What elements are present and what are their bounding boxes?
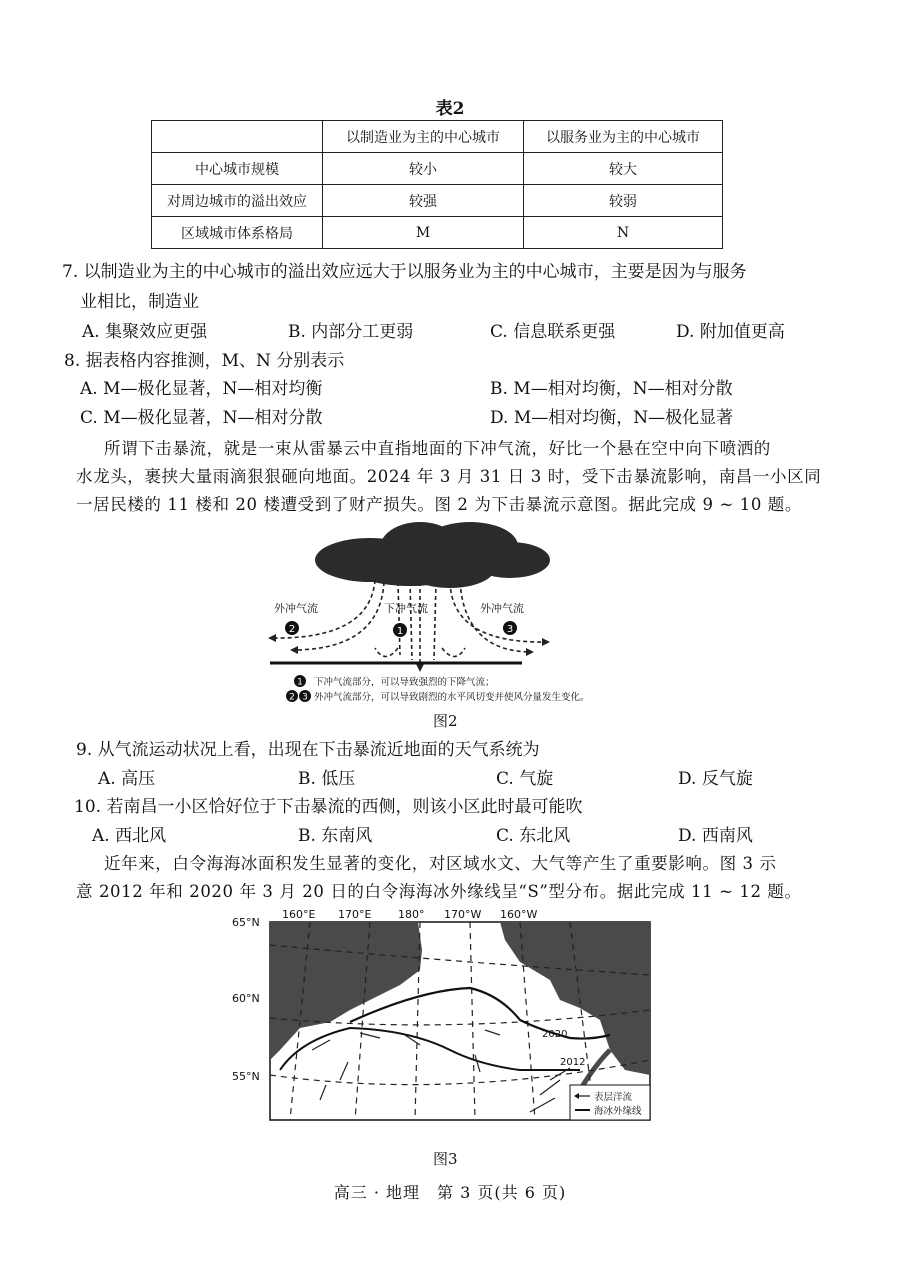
lat-label: 55°N <box>232 1070 260 1083</box>
table-2 <box>151 120 723 249</box>
question-8-option-a[interactable]: A. M—极化显著，N—相对均衡 <box>80 379 323 399</box>
table-row <box>152 153 723 185</box>
table-row <box>152 185 723 217</box>
table-cell: 中心城市规模 <box>152 153 323 185</box>
lon-label: 160°W <box>500 908 538 921</box>
passage-2-line: 近年来，白令海海冰面积发生显著的变化，对区域水文、大气等产生了重要影响。图 3 示 <box>104 854 777 873</box>
passage-1-line: 水龙头，裹挟大量雨滴狠狠砸向地面。2024 年 3 月 31 日 3 时，受下击暴流影响，南昌一小区同 <box>76 467 822 486</box>
question-9-option-b[interactable]: B. 低压 <box>298 769 356 789</box>
question-7-option-a[interactable]: A. 集聚效应更强 <box>82 322 208 342</box>
table-header-row <box>152 121 723 153</box>
question-8-option-b[interactable]: B. M—相对均衡，N—相对分散 <box>490 379 733 399</box>
passage-1-line: 所谓下击暴流，就是一束从雷暴云中直指地面的下冲气流，好比一个悬在空中向下喷洒的 <box>104 439 771 458</box>
marker-3-label: 3 <box>506 624 514 635</box>
page-footer: 高三 · 地理 第 3 页(共 6 页) <box>333 1183 567 1202</box>
question-7-option-b[interactable]: B. 内部分工更弱 <box>288 322 414 342</box>
question-7-stem-line2: 业相比，制造业 <box>80 292 199 312</box>
table-cell: 较大 <box>524 153 723 185</box>
question-7-option-d[interactable]: D. 附加值更高 <box>676 322 785 342</box>
question-10-stem: 10. 若南昌一小区恰好位于下击暴流的西侧，则该小区此时最可能吹 <box>74 797 583 817</box>
label-2012: 2012 <box>560 1057 586 1068</box>
question-8-option-d[interactable]: D. M—相对均衡，N—极化显著 <box>490 408 734 428</box>
table-cell: 较强 <box>323 185 524 217</box>
question-10-option-d[interactable]: D. 西南风 <box>678 826 753 846</box>
arrowheads <box>268 634 550 672</box>
storm-cloud-icon <box>315 522 550 588</box>
question-9-stem: 9. 从气流运动状况上看，出现在下击暴流近地面的天气系统为 <box>76 740 540 760</box>
legend-marker-2-label: 2 <box>289 692 295 703</box>
lon-label: 170°E <box>338 908 372 921</box>
figure-2-label-right: 外冲气流 <box>480 602 524 615</box>
table-row <box>152 217 723 249</box>
table-header-cell: 以制造业为主的中心城市 <box>323 121 524 153</box>
lon-label: 160°E <box>282 908 316 921</box>
table-cell: 对周边城市的溢出效应 <box>152 185 323 217</box>
table-header-cell <box>152 121 323 153</box>
question-10-option-b[interactable]: B. 东南风 <box>298 826 373 846</box>
table-cell: 较小 <box>323 153 524 185</box>
question-7-stem-line1: 7. 以制造业为主的中心城市的溢出效应远大于以服务业为主的中心城市，主要是因为与服务 <box>62 262 747 282</box>
passage-1-line: 一居民楼的 11 楼和 20 楼遭受到了财产损失。图 2 为下击暴流示意图。据此完成 9 ~ 10 题。 <box>76 495 802 514</box>
table-caption: 表2 <box>435 99 465 119</box>
table-cell: N <box>524 217 723 249</box>
question-9-option-a[interactable]: A. 高压 <box>98 769 156 789</box>
figure-2-caption: 图2 <box>433 712 458 730</box>
lon-label: 170°W <box>444 908 482 921</box>
figure-2-label-left: 外冲气流 <box>274 602 318 615</box>
question-9-option-c[interactable]: C. 气旋 <box>496 769 554 789</box>
legend-marker-1-label: 1 <box>297 677 303 688</box>
figure-2-label-center: 下冲气流 <box>384 602 428 615</box>
passage-2-line: 意 2012 年和 2020 年 3 月 20 日的白令海海冰外缘线呈“S”型分布。据此完成 11 ~ 12 题。 <box>76 882 802 901</box>
question-8-stem: 8. 据表格内容推测，M、N 分别表示 <box>64 351 345 371</box>
legend-current-label: 表层洋流 <box>594 1092 633 1103</box>
figure-3-caption: 图3 <box>433 1150 458 1168</box>
lat-label: 65°N <box>232 916 260 929</box>
table-cell: 较弱 <box>524 185 723 217</box>
marker-2-label: 2 <box>288 624 296 635</box>
legend-ice-label: 海冰外缘线 <box>594 1106 642 1117</box>
figure-2-legend-1: 下冲气流部分，可以导致强烈的下降气流； <box>314 677 495 688</box>
question-9-option-d[interactable]: D. 反气旋 <box>678 769 753 789</box>
question-7-option-c[interactable]: C. 信息联系更强 <box>490 322 616 342</box>
table-cell: M <box>323 217 524 249</box>
lat-label: 60°N <box>232 992 260 1005</box>
question-8-option-c[interactable]: C. M—极化显著，N—相对分散 <box>80 408 323 428</box>
table-header-cell: 以服务业为主的中心城市 <box>524 121 723 153</box>
lon-label: 180° <box>398 908 425 921</box>
marker-1-label: 1 <box>396 626 404 637</box>
question-10-option-c[interactable]: C. 东北风 <box>496 826 571 846</box>
figure-2-legend-23: 外冲气流部分，可以导致剧烈的水平风切变并使风分量发生变化。 <box>314 692 590 703</box>
figure-2-downburst-diagram <box>260 520 640 710</box>
question-10-option-a[interactable]: A. 西北风 <box>92 826 167 846</box>
table-cell: 区域城市体系格局 <box>152 217 323 249</box>
legend-marker-3-label: 3 <box>302 692 308 703</box>
label-2020: 2020 <box>542 1029 568 1040</box>
figure-3-bering-sea-map <box>230 900 660 1145</box>
